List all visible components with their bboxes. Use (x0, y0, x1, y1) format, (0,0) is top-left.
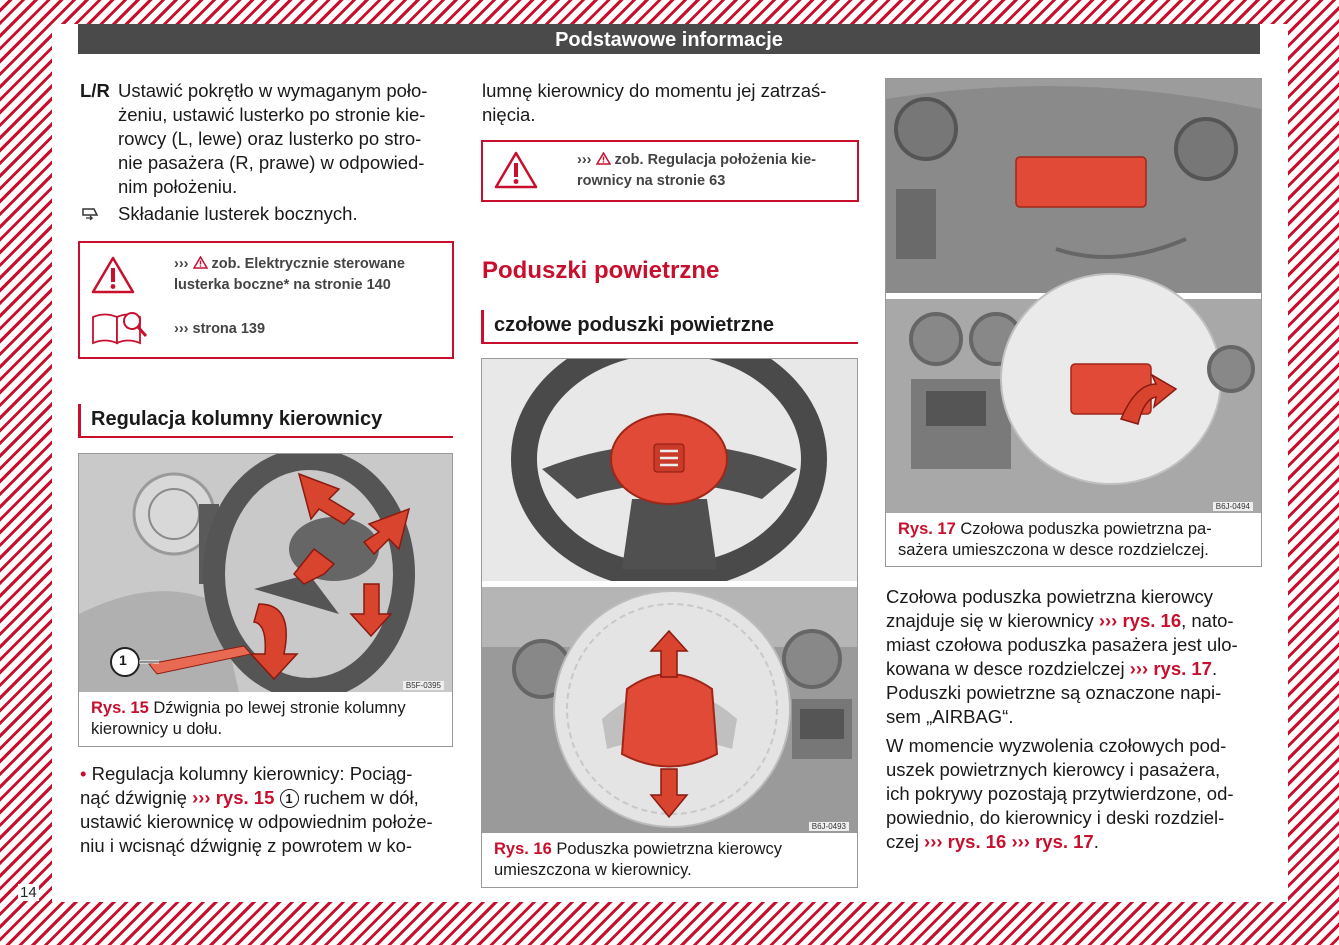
arrows: ››› (174, 256, 189, 272)
lr-line: nim położeniu. (118, 176, 238, 197)
figure-15-code: B5F-0395 (403, 681, 444, 690)
small-warning-icon (193, 256, 208, 269)
front-airbags-subheading (481, 310, 858, 344)
para-text: miast czołowa poduszka pasażera jest ulo- (886, 634, 1238, 655)
section-header (78, 24, 1260, 54)
figure-ref-link[interactable]: ››› rys. 15 (192, 787, 275, 808)
figure-16-code: B6J-0493 (809, 822, 849, 831)
para-text: kowana w desce rozdzielczej (886, 658, 1130, 679)
para-text: czej (886, 831, 925, 852)
warning-ref-link-cont[interactable]: rownicy na stronie 63 (577, 173, 726, 189)
small-warning-icon (596, 152, 611, 165)
figure-17 (885, 78, 1262, 567)
caption-text: Poduszka powietrzna kierowcy (551, 840, 782, 858)
para-text: . (1211, 658, 1218, 679)
book-ref-link[interactable]: strona 139 (188, 321, 266, 337)
para-text: . (1093, 831, 1099, 852)
figure-15-label: Rys. 15 (91, 699, 149, 717)
figure-ref-link[interactable]: ››› rys. 16 (1098, 610, 1182, 631)
warning-ref-link[interactable]: zob. Regulacja położenia kie- (610, 152, 816, 168)
caption-text: kierownicy u dołu. (91, 720, 223, 738)
section-header-title: Podstawowe informacje (555, 29, 783, 51)
caption-text: sażera umieszczona w desce rozdzielczej. (898, 541, 1209, 559)
figure-17-caption (886, 513, 1261, 567)
para-text: Poduszki powietrzne są oznaczone napi- (886, 682, 1222, 703)
figure-ref-link[interactable]: ››› rys. 17 (1129, 658, 1212, 679)
para-text: znajduje się w kierownicy (886, 610, 1099, 631)
para-text: ich pokrywy pozostają przytwierdzone, od- (886, 783, 1234, 804)
subheading-text: czołowe poduszki powietrzne (494, 314, 775, 336)
figure-15 (78, 453, 453, 747)
warning-box-mirrors (78, 241, 454, 359)
figure-16-label: Rys. 16 (494, 840, 552, 858)
lr-line: Ustawić pokrętło w wymaganym poło- (118, 80, 428, 101)
figure-15-image (79, 454, 452, 692)
figure-ref-link[interactable]: ››› rys. 16 (924, 831, 1007, 852)
steering-column-illustration (79, 454, 452, 692)
figure-16-caption (482, 833, 857, 887)
book-ref (174, 319, 265, 340)
manual-book-icon (90, 309, 150, 347)
section-title-steering-column (78, 404, 453, 438)
warning-text (174, 254, 444, 296)
para-text: W momencie wyzwolenia czołowych pod- (886, 735, 1227, 756)
figure-16-image (482, 359, 857, 833)
para-text: ruchem w dół, (298, 787, 419, 808)
para-text: niu i wcisnąć dźwignię z powrotem w ko- (80, 835, 413, 856)
arrows: ››› (174, 321, 189, 337)
lr-label: L/R (80, 80, 110, 101)
para-text: nąć dźwignię (80, 787, 193, 808)
section-title-text: Regulacja kolumny kierownicy (91, 408, 383, 430)
fold-text: Składanie lusterek bocznych. (118, 203, 358, 224)
warning-box-steering (481, 140, 859, 202)
continuation-text (482, 79, 857, 127)
para-text: powiednio, do kierownicy i deski rozdziel- (886, 807, 1225, 828)
figure-15-marker: 1 (119, 652, 127, 668)
lr-line: rowcy (L, lewe) oraz lusterko po stro- (118, 128, 422, 149)
callout-number: 1 (280, 789, 299, 808)
figure-17-code: B6J-0494 (1213, 502, 1253, 511)
para-text: nięcia. (482, 104, 536, 125)
airbags-heading: Poduszki powietrzne (482, 257, 720, 284)
para-text: sem „AIRBAG“. (886, 706, 1014, 727)
caption-text: Czołowa poduszka powietrzna pa- (955, 520, 1212, 538)
para-text: lumnę kierownicy do momentu jej zatrzaś- (482, 80, 827, 101)
caption-text: umieszczona w kierownicy. (494, 861, 692, 879)
figure-ref-link[interactable]: ››› rys. 17 (1011, 831, 1094, 852)
page-number: 14 (20, 884, 37, 901)
warning-triangle-icon (90, 255, 136, 295)
warning-ref-link-cont[interactable]: lusterka boczne* na stronie 140 (174, 277, 391, 293)
passenger-airbag-illustration (886, 79, 1261, 513)
para-text: , nato- (1181, 610, 1234, 631)
figure-15-caption (79, 692, 452, 746)
caption-text: Dźwignia po lewej stronie kolumny (148, 699, 406, 717)
lr-line: nie pasażera (R, prawe) w odpowied- (118, 152, 425, 173)
warning-triangle-icon (493, 150, 539, 190)
para-text: Regulacja kolumny kierownicy: Pociąg- (86, 763, 413, 784)
para-text: Czołowa poduszka powietrzna kierowcy (886, 586, 1213, 607)
steering-column-paragraph (80, 762, 452, 858)
warning-ref-link[interactable]: zob. Elektrycznie sterowane (207, 256, 405, 272)
driver-airbag-illustration (482, 359, 857, 833)
lr-line: żeniu, ustawić lusterko po stronie kie- (118, 104, 426, 125)
para-text: uszek powietrznych kierowcy i pasażera, (886, 759, 1221, 780)
airbag-deployment-paragraph (886, 734, 1266, 854)
figure-17-label: Rys. 17 (898, 520, 956, 538)
bullet: • (80, 763, 87, 784)
airbag-location-paragraph (886, 585, 1266, 729)
arrows: ››› (577, 152, 592, 168)
para-text: ustawić kierownicę w odpowiednim położe- (80, 811, 433, 832)
warning-text (577, 150, 847, 192)
figure-17-image (886, 79, 1261, 513)
mirror-fold-icon (80, 206, 100, 222)
figure-16 (481, 358, 858, 888)
